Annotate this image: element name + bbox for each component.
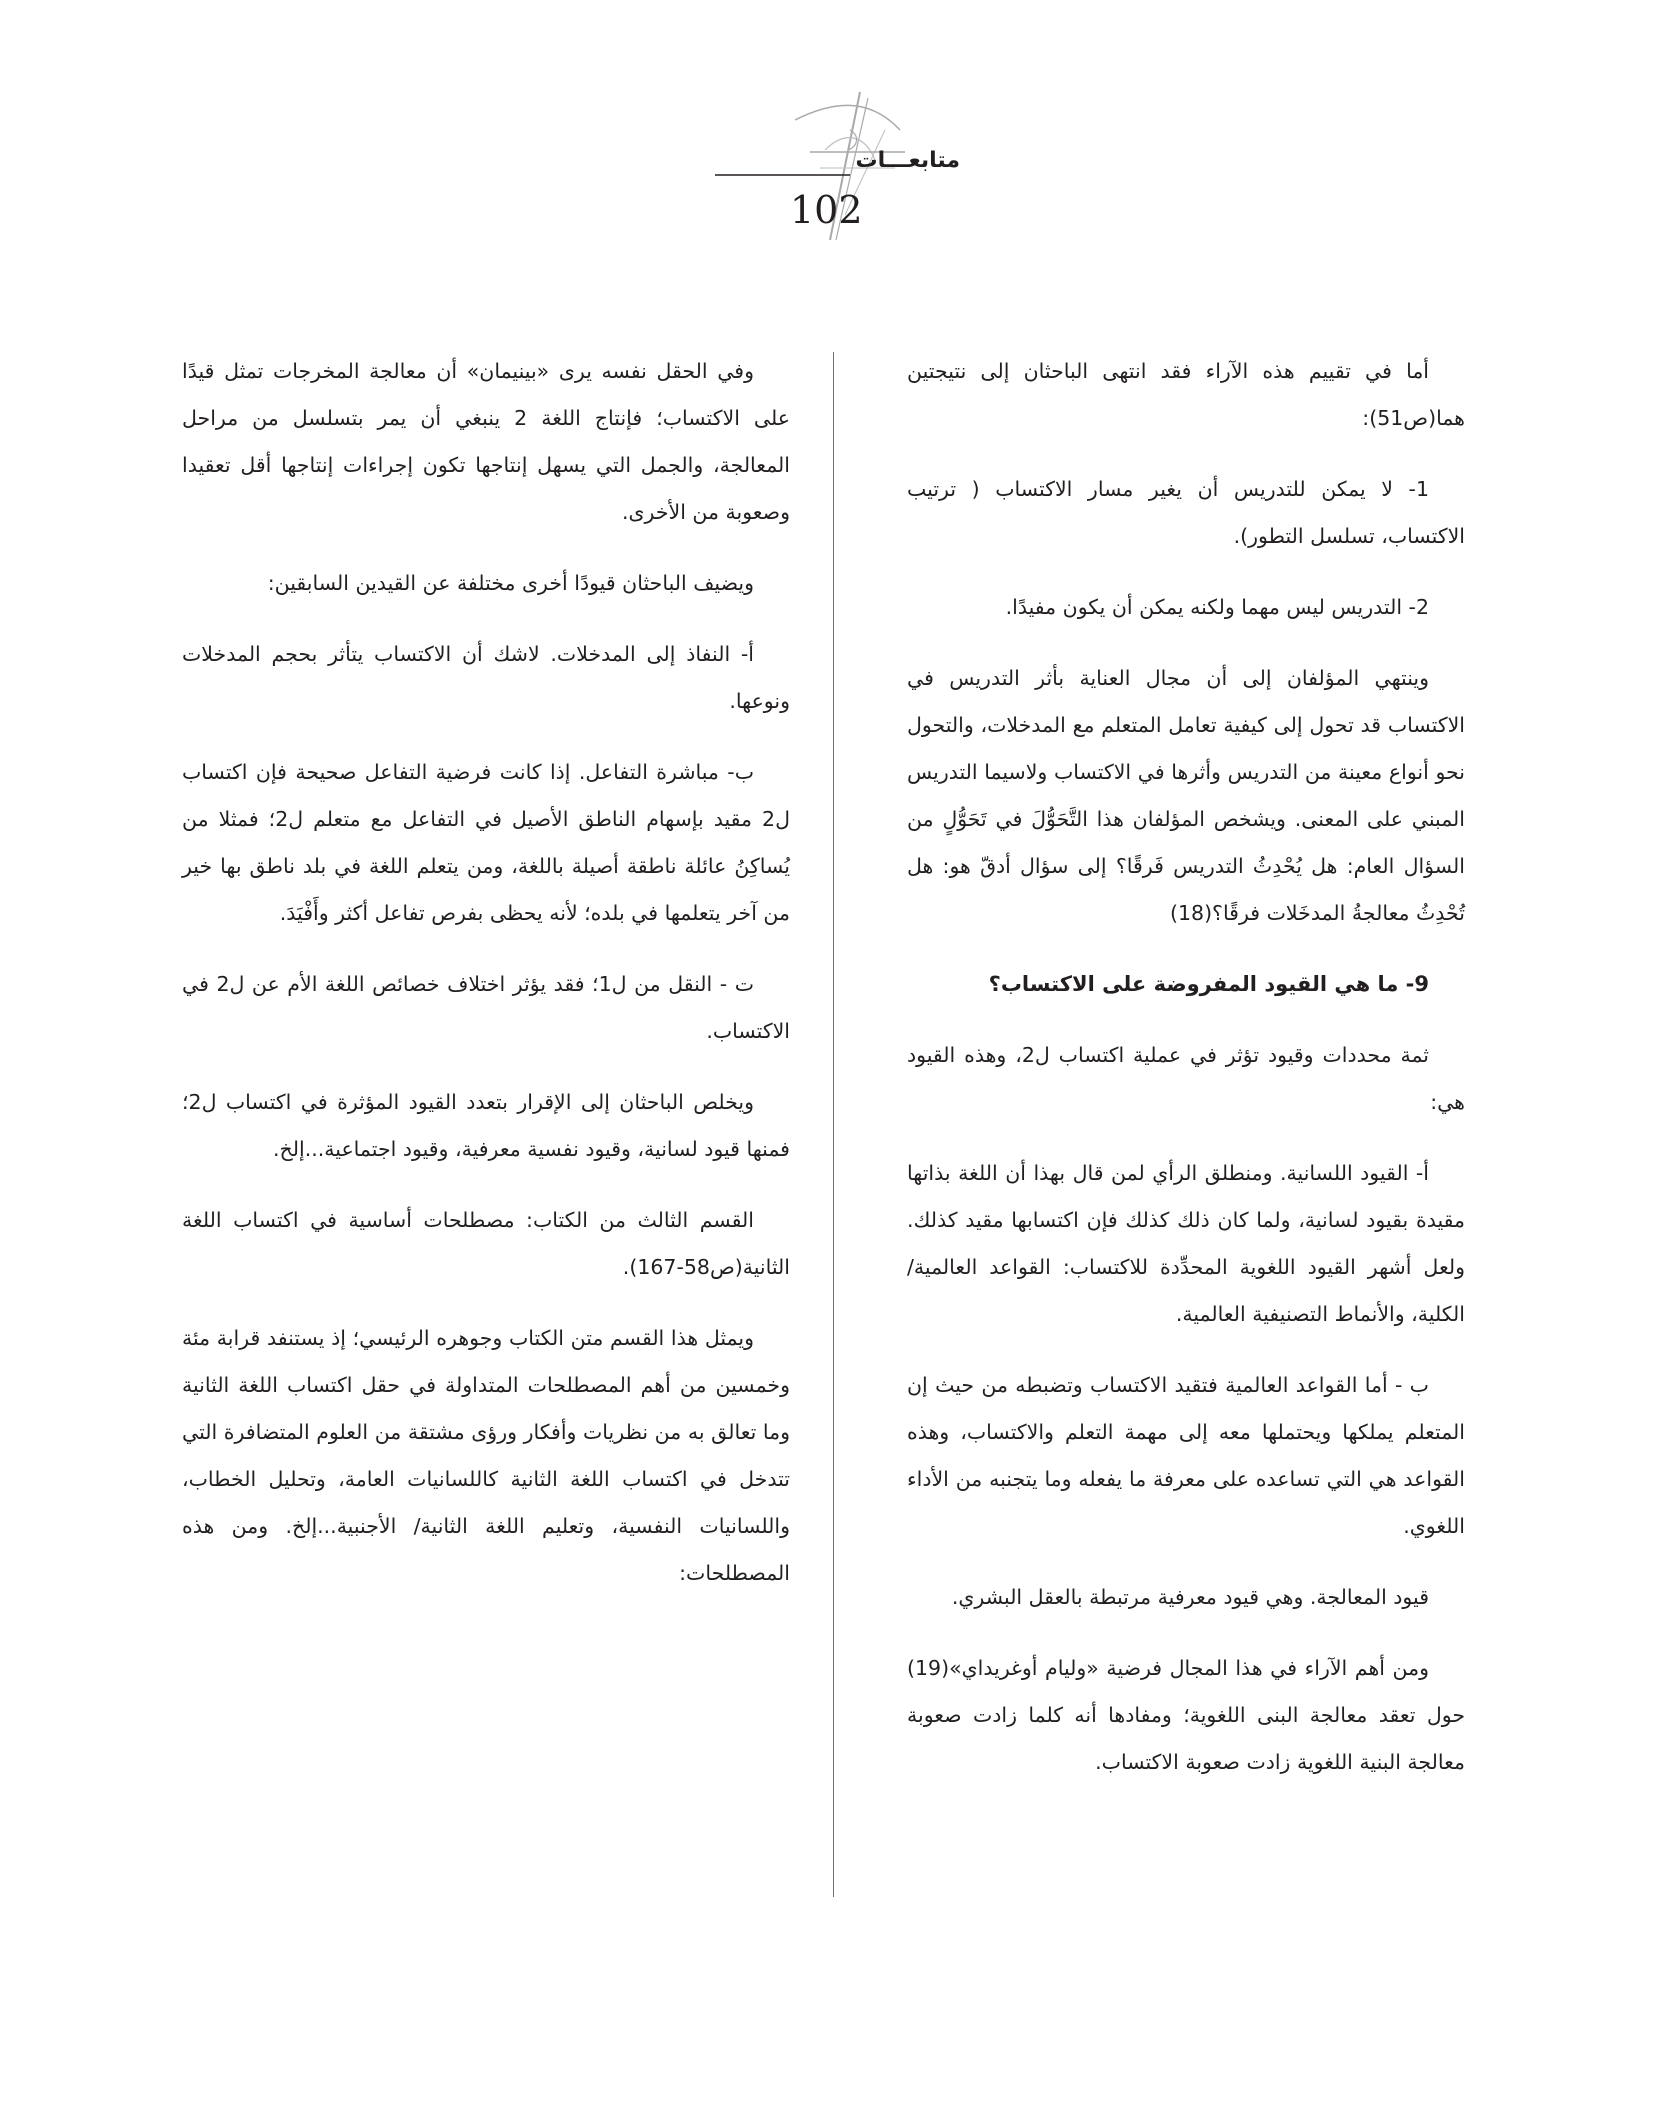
- paragraph: وينتهي المؤلفان إلى أن مجال العناية بأثر التدريس في الاكتساب قد تحول إلى كيفية تعامل المتعلم مع المدخلات، والتحول نحو أنواع معينة من التدريس وأثرها في الاكتساب ولاسيما التدريس المبني على المعنى. ويشخص المؤلفان هذا التَّحَوُّلَ في تَحَوُّلٍ من السؤال العام: هل يُحْدِثُ التدريس فَرقًا؟ إلى سؤال أدقّ هو: هل تُحْدِثُ معالجةُ المدخَلات فرقًا؟(18): [907, 666, 1465, 925]
- section-label: متابعـــات: [855, 148, 960, 173]
- page-number: 102: [790, 188, 863, 232]
- paragraph: أما في تقييم هذه الآراء فقد انتهى الباحثان إلى نتيجتين هما(ص51):: [907, 359, 1465, 430]
- paragraph: أ- النفاذ إلى المدخلات. لاشك أن الاكتساب يتأثر بحجم المدخلات ونوعها.: [182, 642, 790, 713]
- right-column: [907, 348, 1465, 1908]
- paragraph: ومن أهم الآراء في هذا المجال فرضية «وليام أوغريداي»(19) حول تعقد معالجة البنى اللغوية؛ ومفادها أنه كلما زادت صعوبة معالجة البنية اللغوية زادت صعوبة الاكتساب.: [907, 1656, 1465, 1774]
- paragraph: 2- التدريس ليس مهما ولكنه يمكن أن يكون مفيدًا.: [1005, 595, 1429, 619]
- page-header: [660, 90, 960, 240]
- paragraph: ويخلص الباحثان إلى الإقرار بتعدد القيود المؤثرة في اكتساب ل2؛ فمنها قيود لسانية، وقيود نفسية معرفية، وقيود اجتماعية...إلخ.: [182, 1090, 790, 1161]
- paragraph: ت - النقل من ل1؛ فقد يؤثر اختلاف خصائص اللغة الأم عن ل2 في الاكتساب.: [182, 972, 790, 1043]
- paragraph: ويضيف الباحثان قيودًا أخرى مختلفة عن القيدين السابقين:: [267, 571, 754, 595]
- paragraph: قيود المعالجة. وهي قيود معرفية مرتبطة بالعقل البشري.: [951, 1585, 1429, 1609]
- section-heading: 9- ما هي القيود المفروضة على الاكتساب؟: [988, 972, 1429, 996]
- column-divider: [833, 352, 834, 1897]
- paragraph: ثمة محددات وقيود تؤثر في عملية اكتساب ل2، وهذه القيود هي:: [907, 1043, 1465, 1114]
- paragraph: ب- مباشرة التفاعل. إذا كانت فرضية التفاعل صحيحة فإن اكتساب ل2 مقيد بإسهام الناطق الأصيل في التفاعل مع متعلم ل2؛ فمثلا من يُساكِنُ عائلة ناطقة أصيلة باللغة، ومن يتعلم اللغة في بلد ناطق بها خير من آخر يتعلمها في بلده؛ لأنه يحظى بفرص تفاعل أكثر وأَفْيَدَ.: [182, 760, 790, 925]
- paragraph: وفي الحقل نفسه يرى «بينيمان» أن معالجة المخرجات تمثل قيدًا على الاكتساب؛ فإنتاج اللغة 2 ينبغي أن يمر بتسلسل من مراحل المعالجة، والجمل التي يسهل إنتاجها تكون إجراءات إنتاجها أقل تعقيدا وصعوبة من الأخرى.: [182, 359, 790, 524]
- paragraph: ويمثل هذا القسم متن الكتاب وجوهره الرئيسي؛ إذ يستنفد قرابة مئة وخمسين من أهم المصطلحات المتداولة في حقل اكتساب اللغة الثانية وما تعالق به من نظريات وأفكار ورؤى مشتقة من العلوم المتضافرة التي تتدخل في اكتساب اللغة الثانية كاللسانيات العامة، وتحليل الخطاب، واللسانيات النفسية، وتعليم اللغة الثانية/ الأجنبية...إلخ. ومن هذه المصطلحات:: [182, 1326, 790, 1585]
- paragraph: ب - أما القواعد العالمية فتقيد الاكتساب وتضبطه من حيث إن المتعلم يملكها ويحتملها معه إلى مهمة التعلم والاكتساب، وهذه القواعد هي التي تساعده على معرفة ما يفعله وما يتجنبه من الأداء اللغوي.: [907, 1373, 1465, 1538]
- paragraph: القسم الثالث من الكتاب: مصطلحات أساسية في اكتساب اللغة الثانية(ص58-167).: [182, 1208, 790, 1279]
- paragraph: 1- لا يمكن للتدريس أن يغير مسار الاكتساب ( ترتيب الاكتساب، تسلسل التطور).: [907, 477, 1465, 548]
- paragraph: أ- القيود اللسانية. ومنطلق الرأي لمن قال بهذا أن اللغة بذاتها مقيدة بقيود لسانية، ولما كان ذلك كذلك فإن اكتسابها مقيد كذلك. ولعل أشهر القيود اللغوية المحدِّدة للاكتساب: القواعد العالمية/ الكلية، والأنماط التصنيفية العالمية.: [907, 1161, 1465, 1326]
- left-column: [182, 348, 790, 1908]
